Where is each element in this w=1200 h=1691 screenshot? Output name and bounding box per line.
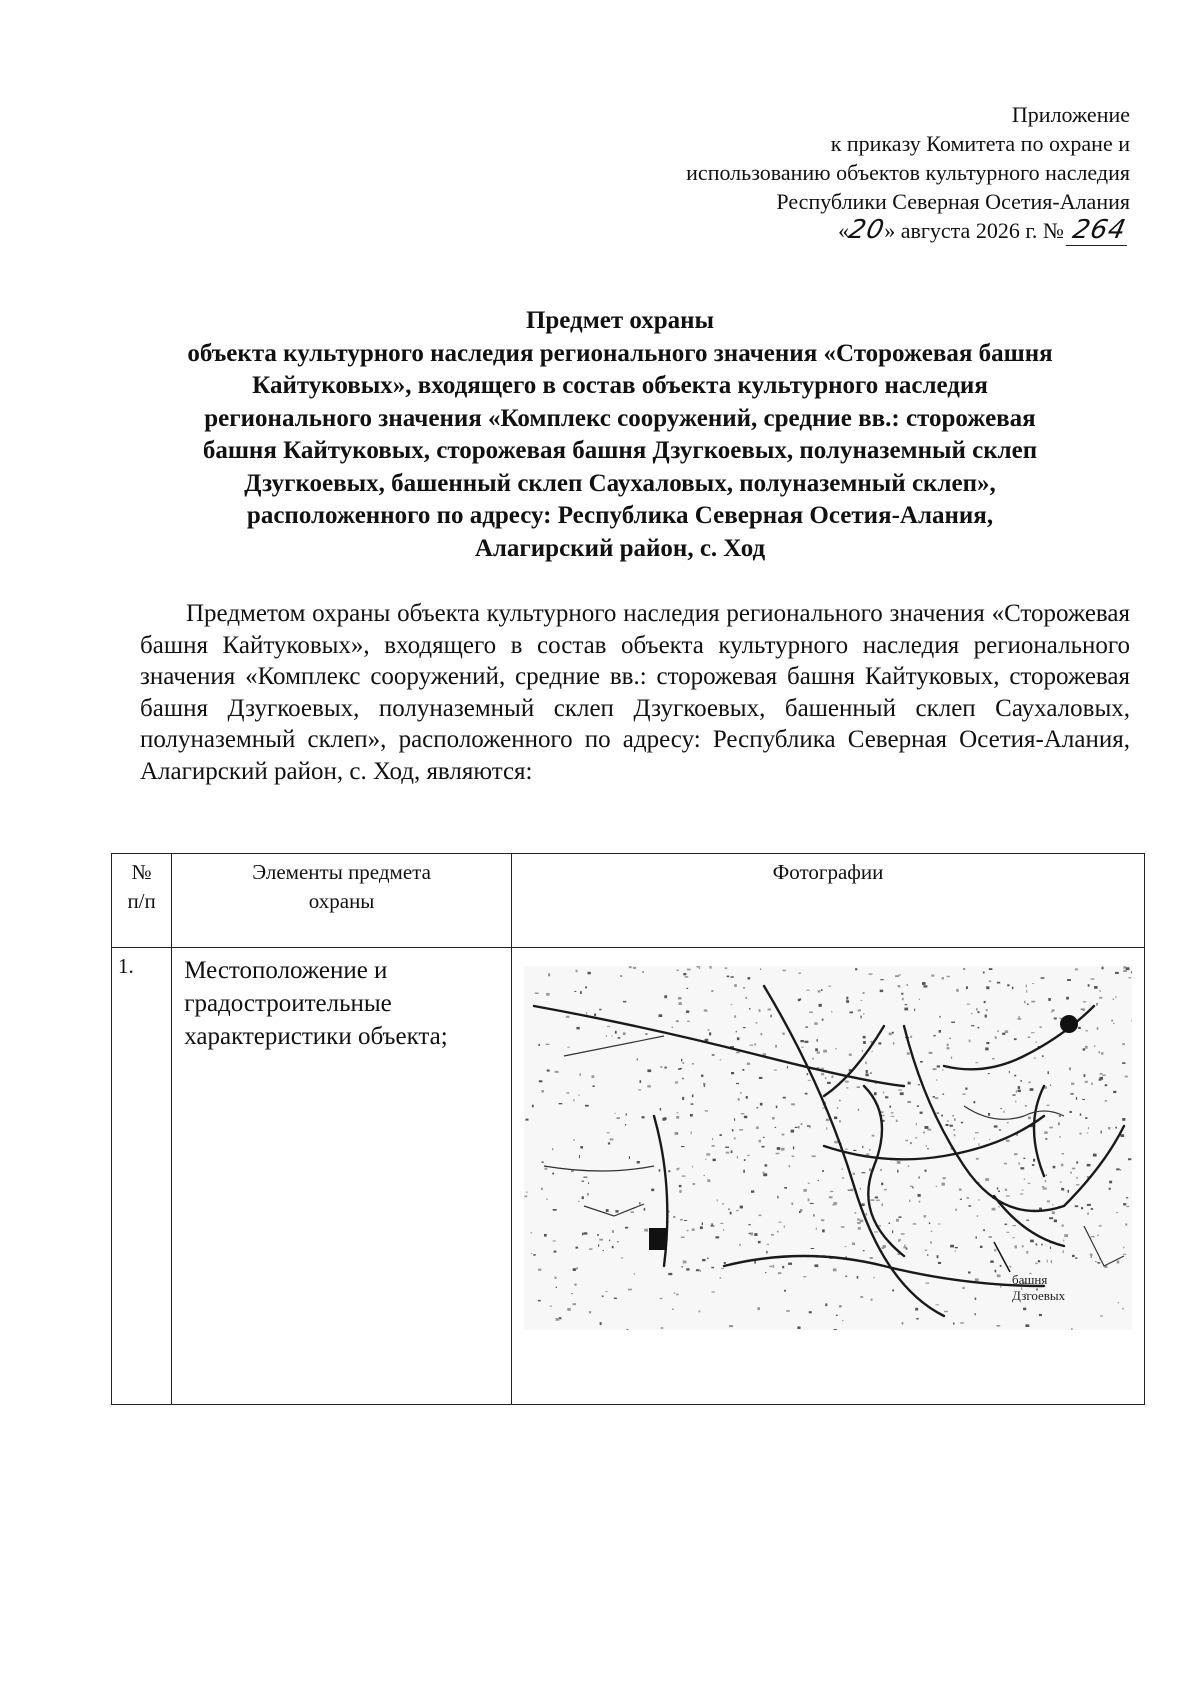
- date-day-handwritten: 20: [846, 215, 888, 245]
- appendix-line: использованию объектов культурного наследия: [686, 160, 1130, 185]
- appendix-title: Приложение: [1011, 102, 1130, 127]
- title-line: регионального значения «Комплекс сооружений, средние вв.: сторожевая: [204, 404, 1036, 432]
- header-elements: [172, 854, 512, 948]
- header-photos: Фотографии: [512, 854, 1145, 948]
- appendix-line: Республики Северная Осетия-Алания: [776, 189, 1130, 214]
- appendix-date-line: [370, 216, 1130, 246]
- row-number: 1.: [112, 948, 172, 1405]
- map-label-line: Дзгоевых: [1012, 1288, 1066, 1303]
- row-photo-cell: [512, 948, 1145, 1405]
- date-open-quote: «: [838, 218, 850, 243]
- header-number-sign: №: [131, 860, 152, 884]
- table-row: [112, 948, 1145, 1405]
- title-line: Предмет охраны: [525, 307, 715, 334]
- header-number: [112, 854, 172, 948]
- location-map-image: [524, 966, 1132, 1330]
- title-line: Алагирский район, с. Ход: [474, 534, 766, 562]
- body-paragraph: Предметом охраны объекта культурного наследия регионального значения «Сторожевая башня Кайтуковых», входящего в состав объекта культурного наследия регионального значения «Комплекс сооружений, средние вв.: сторожевая башня Кайтуковых, сторожевая башня Дзугкоевых, полуназемный склеп Дзугкоевых, башенный склеп Саухаловых, полуназемный склеп», расположенного по адресу: Республика Северная Осетия-Алания, Алагирский район, с. Ход, являются:: [140, 600, 1130, 785]
- map-dark-spot: [1060, 1015, 1078, 1033]
- title-line: башня Кайтуковых, сторожевая башня Дзугкоевых, полуназемный склеп: [202, 437, 1038, 464]
- appendix-header: [370, 100, 1130, 246]
- title-line: Кайтуковых», входящего в состав объекта культурного наследия: [252, 372, 988, 399]
- header-elements-line: Элементы предмета: [252, 860, 431, 884]
- date-month-year: » августа 2026 г. №: [884, 218, 1064, 243]
- title-line: Дзугкоевых, башенный склеп Саухаловых, полуназемный склеп»,: [244, 469, 996, 497]
- header-elements-line: охраны: [308, 889, 375, 913]
- row-element: Местоположение и градостроительные характеристики объекта;: [172, 948, 512, 1405]
- map-label-line: башня: [1012, 1272, 1048, 1287]
- title-line: расположенного по адресу: Республика Северная Осетия-Алания,: [246, 502, 994, 529]
- protection-elements-table: [111, 853, 1145, 1405]
- order-number-handwritten: 264: [1066, 216, 1133, 246]
- tower-marker: [649, 1228, 667, 1250]
- table-header-row: [112, 854, 1145, 948]
- title-line: объекта культурного наследия регионального значения «Сторожевая башня: [187, 339, 1053, 367]
- appendix-line: к приказу Комитета по охране и: [830, 131, 1130, 156]
- document-title: [110, 305, 1130, 565]
- header-number-abbr: п/п: [127, 889, 156, 913]
- map-drawing: [524, 966, 1132, 1330]
